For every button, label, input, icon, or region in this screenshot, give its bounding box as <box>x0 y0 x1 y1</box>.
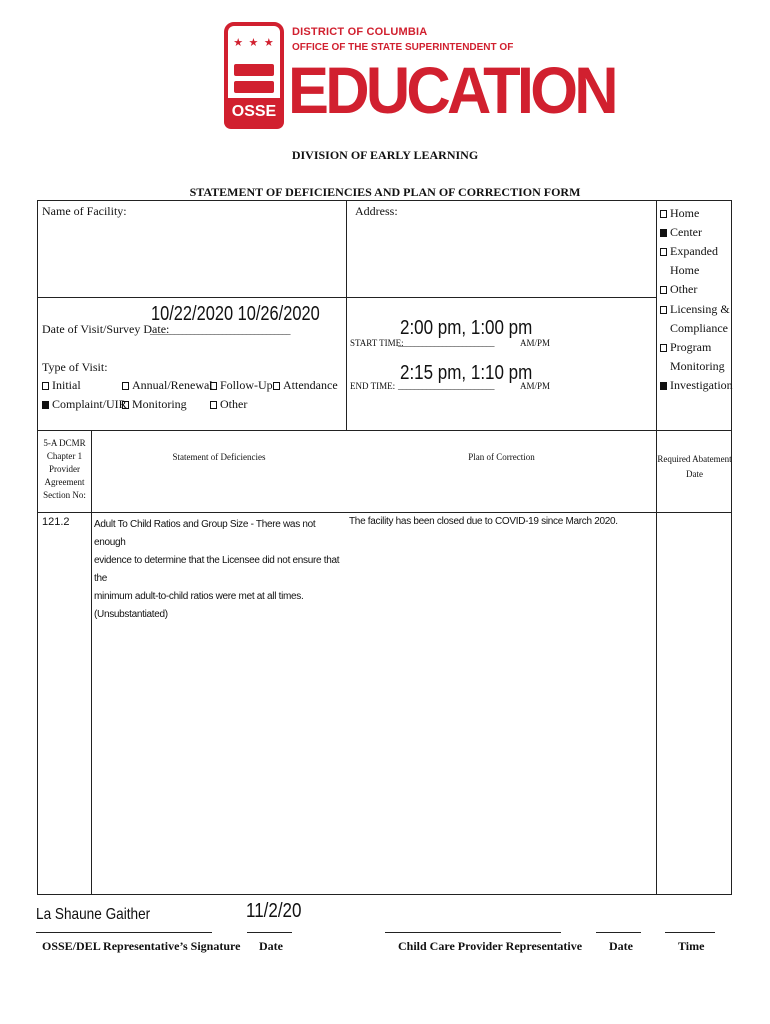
osse-logo <box>224 22 615 132</box>
end-time-value[interactable]: 2:15 pm, 1:10 pm <box>400 362 533 384</box>
divider <box>37 512 732 513</box>
provider-date-line <box>596 932 641 933</box>
checkbox-icon <box>660 248 667 256</box>
checkbox-icon <box>660 210 667 218</box>
osse-signature-name[interactable]: La Shaune Gaither <box>36 906 151 923</box>
provider-line <box>385 932 561 933</box>
checkbox-icon <box>273 382 280 390</box>
checkbox-icon <box>660 306 667 314</box>
end-ampm: AM/PM <box>520 381 551 391</box>
logo-line-2: OFFICE OF THE STATE SUPERINTENDENT OF <box>292 42 514 53</box>
checkbox-checked-icon <box>660 382 667 390</box>
checkbox-icon <box>660 344 667 352</box>
start-time-underline: ________________________ <box>398 338 494 348</box>
divider <box>346 200 347 430</box>
visit-complaint[interactable]: Complaint/UIR <box>42 397 127 412</box>
logo-line-1: DISTRICT OF COLUMBIA <box>292 26 428 38</box>
purpose-program-2: Monitoring <box>670 359 725 373</box>
facility-type-center[interactable]: Center <box>660 223 718 242</box>
division-title: DIVISION OF EARLY LEARNING <box>291 148 479 162</box>
date-line <box>247 932 292 933</box>
checkbox-icon <box>660 286 667 294</box>
checkbox-icon <box>210 382 217 390</box>
logo-big-text: EDUCATION <box>288 53 615 127</box>
signature-line <box>36 932 212 933</box>
osse-signature-label: OSSE/DEL Representative’s Signature <box>42 939 241 953</box>
time-line <box>665 932 715 933</box>
osse-date-label: Date <box>259 939 283 953</box>
form-title: STATEMENT OF DEFICIENCIES AND PLAN OF CORRECTION FORM <box>189 185 581 199</box>
provider-label: Child Care Provider Representative <box>398 939 583 953</box>
checkbox-checked-icon <box>42 401 49 409</box>
col-abatement-header: Required Abatement Date <box>657 454 732 479</box>
visit-attendance[interactable]: Attendance <box>273 378 338 393</box>
facility-type-group <box>660 204 718 299</box>
facility-type-other[interactable]: Other <box>660 280 718 299</box>
logo-stripe-1 <box>234 64 274 76</box>
start-time-label: START TIME: <box>350 338 404 348</box>
address-label: Address: <box>355 204 398 218</box>
row-correction: The facility has been closed due to COVID-19 since March 2020. <box>349 516 618 527</box>
logo-stars: ★ ★ ★ <box>233 36 275 49</box>
start-ampm: AM/PM <box>520 338 551 348</box>
purpose-program[interactable]: Program <box>660 338 733 357</box>
logo-stripe-2 <box>234 81 274 93</box>
logo-badge-text: OSSE <box>231 103 277 120</box>
logo-badge <box>224 22 284 129</box>
end-time-label: END TIME: <box>350 381 396 391</box>
end-time-underline: ________________________ <box>398 381 494 391</box>
col-correction-header: Plan of Correction <box>468 452 535 462</box>
visit-monitoring[interactable]: Monitoring <box>122 397 187 412</box>
divider <box>656 200 657 895</box>
purpose-licensing[interactable]: Licensing & <box>660 300 733 319</box>
facility-type-expanded-home[interactable]: Expanded <box>660 242 718 261</box>
visit-annual[interactable]: Annual/Renewal <box>122 378 213 393</box>
divider <box>37 297 657 298</box>
col-deficiencies-header: Statement of Deficiencies <box>172 452 266 462</box>
time-label: Time <box>678 939 705 953</box>
col-section-header: 5-A DCMR Chapter 1 Provider Agreement Section No: <box>43 438 86 500</box>
purpose-group <box>660 300 733 395</box>
visit-date-value[interactable]: 10/22/2020 10/26/2020 <box>151 303 320 325</box>
checkbox-icon <box>210 401 217 409</box>
provider-date-label: Date <box>609 939 633 953</box>
divider <box>37 430 732 431</box>
visit-date-underline: ___________________________________ <box>150 326 290 336</box>
facility-type-home[interactable]: Home <box>660 204 718 223</box>
facility-type-expanded-home-2: Home <box>670 263 700 277</box>
divider <box>91 430 92 895</box>
checkbox-icon <box>42 382 49 390</box>
checkbox-icon <box>122 382 129 390</box>
visit-date-label: Date of Visit/Survey Date: <box>42 322 170 336</box>
osse-signature-date[interactable]: 11/2/20 <box>246 900 302 922</box>
facility-name-label: Name of Facility: <box>42 204 127 218</box>
purpose-licensing-2: Compliance <box>670 321 728 335</box>
checkbox-checked-icon <box>660 229 667 237</box>
type-of-visit-label: Type of Visit: <box>42 360 108 374</box>
purpose-investigation[interactable]: Investigation <box>660 376 733 395</box>
visit-other[interactable]: Other <box>210 397 247 412</box>
start-time-value[interactable]: 2:00 pm, 1:00 pm <box>400 317 533 339</box>
visit-initial[interactable]: Initial <box>42 378 81 393</box>
checkbox-icon <box>122 401 129 409</box>
visit-followup[interactable]: Follow-Up <box>210 378 273 393</box>
row-section-no: 121.2 <box>42 516 70 528</box>
row-deficiency: Adult To Child Ratios and Group Size - There was not enough evidence to determine that the Licensee did not ensure that the minimum adult-to-child ratios were met at all times. (Unsubstantiated) <box>94 519 340 620</box>
